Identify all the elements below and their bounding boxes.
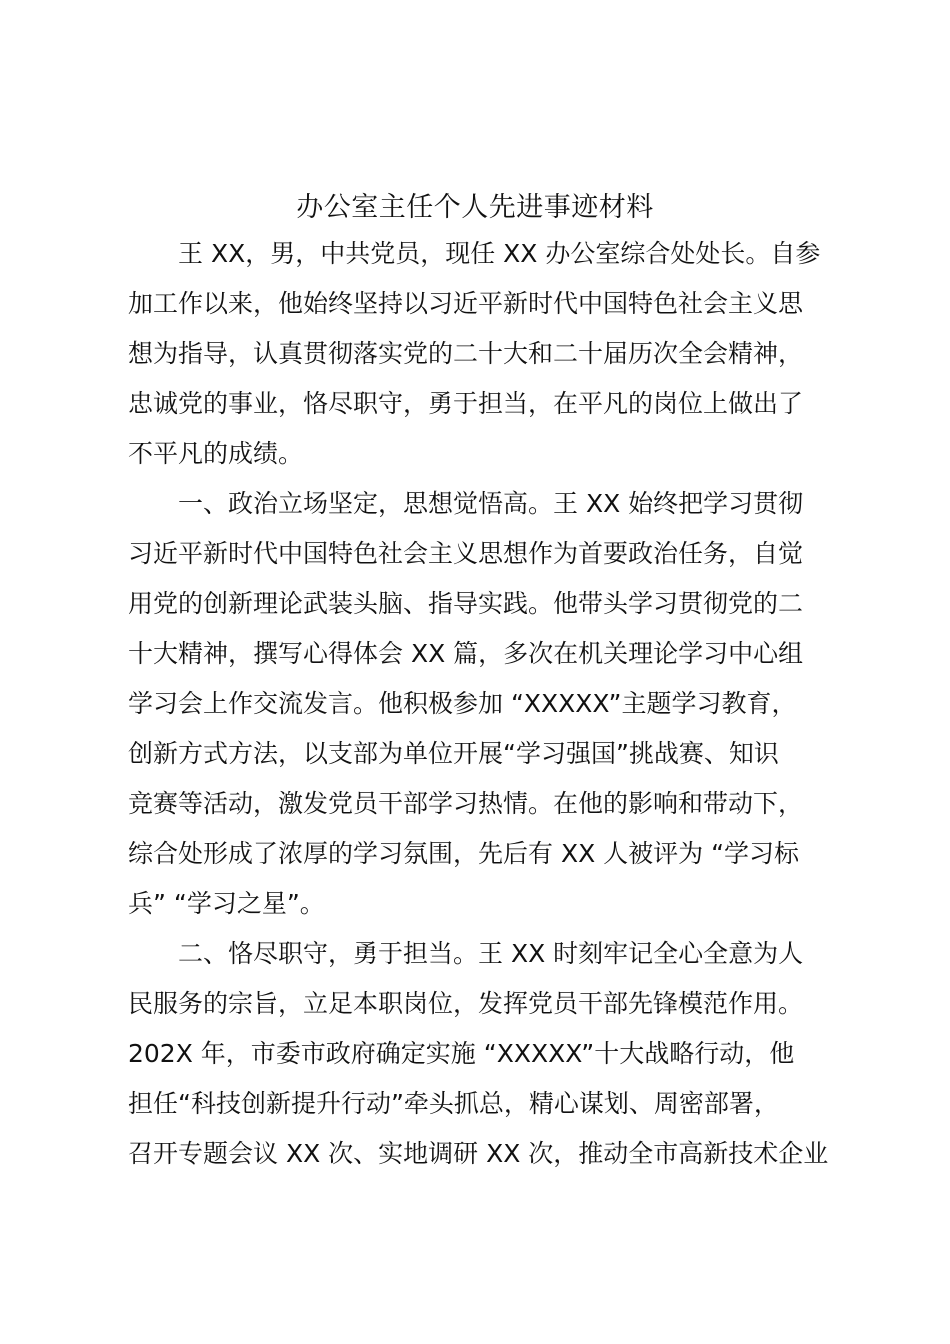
paragraph-3-line-3: 202X 年，市委市政府确定实施 “XXXXX”十大战略行动，他 (128, 1039, 795, 1068)
paragraph-2-line-3: 用党的创新理论武装头脑、指导实践。他带头学习贯彻党的二 (128, 589, 804, 618)
paragraph-2-line-7: 竞赛等活动，激发党员干部学习热情。在他的影响和带动下， (128, 789, 804, 818)
paragraph-2-line-5: 学习会上作交流发言。他积极参加 “XXXXX”主题学习教育， (128, 689, 797, 718)
paragraph-1-line-3: 想为指导，认真贯彻落实党的二十大和二十届历次全会精神， (128, 339, 804, 368)
paragraph-1-line-5: 不平凡的成绩。 (128, 439, 304, 468)
paragraph-3-line-1: 二、恪尽职守，勇于担当。王 XX 时刻牢记全心全意为人 (178, 939, 804, 968)
paragraph-3-line-5: 召开专题会议 XX 次、实地调研 XX 次，推动全市高新技术企业 (128, 1139, 829, 1168)
paragraph-2-line-4: 十大精神，撰写心得体会 XX 篇，多次在机关理论学习中心组 (128, 639, 804, 668)
paragraph-3-line-4: 担任“科技创新提升行动”牵头抓总，精心谋划、周密部署， (128, 1089, 779, 1118)
paragraph-2-line-1: 一、政治立场坚定，思想觉悟高。王 XX 始终把学习贯彻 (178, 489, 804, 518)
paragraph-3-line-2: 民服务的宗旨，立足本职岗位，发挥党员干部先锋模范作用。 (128, 989, 804, 1018)
page-title: 办公室主任个人先进事迹材料 (296, 192, 654, 223)
paragraph-1-line-2: 加工作以来，他始终坚持以习近平新时代中国特色社会主义思 (128, 289, 804, 318)
paragraph-2-line-6: 创新方式方法，以支部为单位开展“学习强国”挑战赛、知识 (128, 739, 779, 768)
paragraph-2-line-2: 习近平新时代中国特色社会主义思想作为首要政治任务，自觉 (128, 539, 804, 568)
paragraph-1-line-1: 王 XX，男，中共党员，现任 XX 办公室综合处处长。自参 (178, 239, 821, 268)
paragraph-2-line-9: 兵” “学习之星”。 (128, 889, 325, 918)
paragraph-1-line-4: 忠诚党的事业，恪尽职守，勇于担当，在平凡的岗位上做出了 (128, 389, 804, 418)
paragraph-2-line-8: 综合处形成了浓厚的学习氛围，先后有 XX 人被评为 “学习标 (128, 839, 800, 868)
